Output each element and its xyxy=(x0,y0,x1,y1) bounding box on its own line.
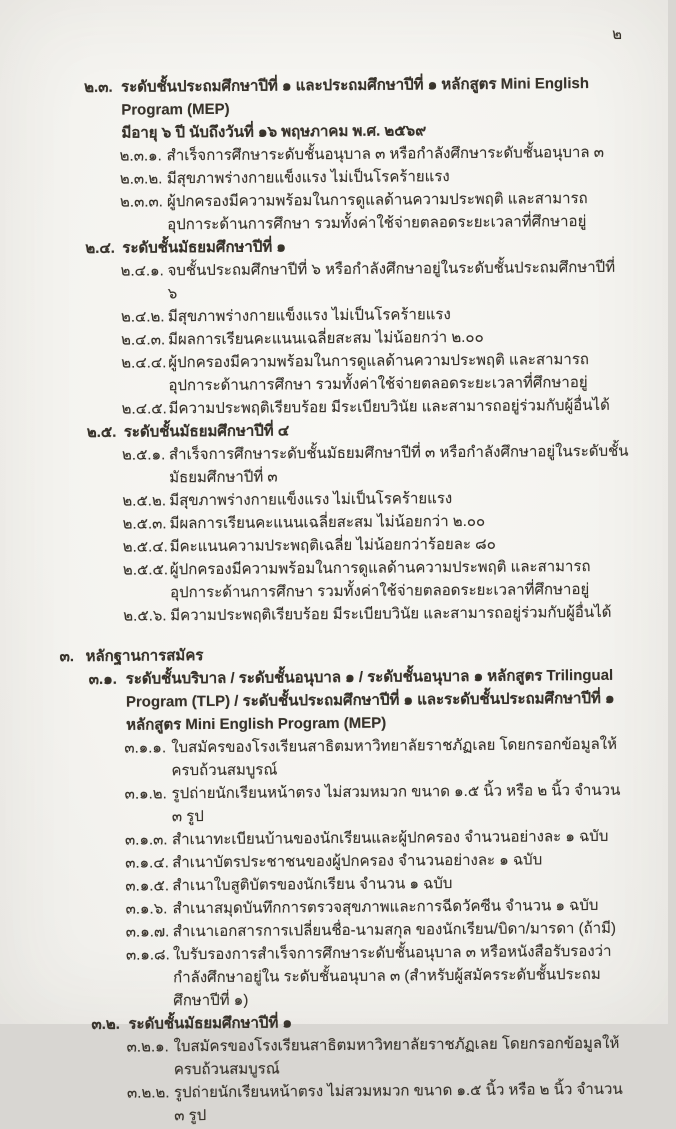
section-number: ๓. xyxy=(59,648,75,666)
item-number: ๓.๑.๓. xyxy=(124,831,168,849)
item-text: มีผลการเรียนคะแนนเฉลี่ยสะสม ไม่น้อยกว่า ๒.๐๐ xyxy=(169,512,486,533)
requirement-item xyxy=(3,439,671,490)
section-number: ๓.๒. xyxy=(91,1015,121,1033)
document-content xyxy=(0,71,676,1128)
section-3-1-heading xyxy=(5,663,674,737)
page-number: ๒ xyxy=(612,26,622,43)
document-item xyxy=(7,939,676,1013)
item-number: ๒.๕.๖. xyxy=(123,607,167,625)
item-number: ๓.๑.๑. xyxy=(124,739,167,757)
item-text: สำเนาสมุดบันทึกการตรวจสุขภาพและการฉีดวัคซีน จำนวน ๑ ฉบับ xyxy=(172,896,599,918)
item-number: ๒.๓.๒. xyxy=(119,170,163,188)
document-item xyxy=(6,778,674,829)
section-title: ระดับชั้นมัธยมศึกษาปีที่ ๔ xyxy=(123,422,290,441)
item-number: ๒.๔.๑. xyxy=(120,262,164,280)
item-text: ผู้ปกครองมีความพร้อมในการดูแลด้านความประพฤติ และสามารถอุปการะด้านการศึกษา รวมทั้งค่าใช้จ่ายตลอดระยะเวลาที่ศึกษาอยู่ xyxy=(169,558,591,602)
section-title: ระดับชั้นบริบาล / ระดับชั้นอนุบาล ๑ / ระดับชั้นอนุบาล ๑ หลักสูตร Trilingual Program (TLP) / ระดับชั้นประถมศึกษาปีที่ ๑ และระดับชั้นประถมศึกษาปีที่ ๑ หลักสูตร Mini English Program (MEP) xyxy=(125,666,615,734)
item-text: มีสุขภาพร่างกายแข็งแรง ไม่เป็นโรคร้ายแรง xyxy=(166,168,450,188)
item-text: รูปถ่ายนักเรียนหน้าตรง ไม่สวมหมวก ขนาด ๑.๕ นิ้ว หรือ ๒ นิ้ว จำนวน ๓ รูป xyxy=(171,781,621,826)
item-text: สำเนาบัตรประชาชนของผู้ปกครอง จำนวนอย่างละ ๑ ฉบับ xyxy=(172,851,543,872)
item-number: ๓.๑.๒. xyxy=(124,785,167,803)
section-title-block xyxy=(121,72,627,145)
item-number: ๒.๓.๓. xyxy=(119,193,163,211)
section-title: ระดับชั้นมัธยมศึกษาปีที่ ๑ xyxy=(122,238,286,257)
requirement-item xyxy=(2,347,670,398)
item-text: มีสุขภาพร่างกายแข็งแรง ไม่เป็นโรคร้ายแรง xyxy=(169,490,453,510)
item-number: ๓.๑.๗. xyxy=(125,923,170,941)
item-text: ผู้ปกครองมีความพร้อมในการดูแลด้านความประพฤติ และสามารถอุปการะด้านการศึกษา รวมทั้งค่าใช้จ่ายตลอดระยะเวลาที่ศึกษาอยู่ xyxy=(166,190,588,234)
item-number: ๒.๕.๔. xyxy=(122,538,168,556)
item-text: สำเนาทะเบียนบ้านของนักเรียนและผู้ปกครอง จำนวนอย่างละ ๑ ฉบับ xyxy=(171,827,609,849)
item-text: จบชั้นประถมศึกษาปีที่ ๖ หรือกำลังศึกษาอยู่ในระดับชั้นประถมศึกษาปีที่ ๖ xyxy=(167,258,616,303)
requirement-item xyxy=(4,554,672,605)
item-number: ๓.๑.๕. xyxy=(125,877,170,895)
item-text: รูปถ่ายนักเรียนหน้าตรง ไม่สวมหมวก ขนาด ๑.๕ นิ้ว หรือ ๒ นิ้ว จำนวน ๓ รูป xyxy=(173,1080,623,1125)
item-number: ๒.๔.๓. xyxy=(121,331,166,349)
item-text: มีผลการเรียนคะแนนเฉลี่ยสะสม ไม่น้อยกว่า ๒.๐๐ xyxy=(168,328,484,349)
section-title: ระดับชั้นประถมศึกษาปีที่ ๑ และประถมศึกษาปีที่ ๑ หลักสูตร Mini English Program (MEP) xyxy=(121,74,590,119)
document-item xyxy=(8,1031,676,1082)
item-text: สำเร็จการศึกษาระดับชั้นอนุบาล ๓ หรือกำลังศึกษาระดับชั้นอนุบาล ๓ xyxy=(166,143,605,165)
document-item xyxy=(5,732,673,783)
item-text: ใบสมัครของโรงเรียนสาธิตมหาวิทยาลัยราชภัฏเลย โดยกรอกข้อมูลให้ครบถ้วนสมบูรณ์ xyxy=(171,735,618,780)
item-number: ๓.๑.๔. xyxy=(125,854,169,872)
item-text: มีความประพฤติเรียบร้อย มีระเบียบวินัย และสามารถอยู่ร่วมกับผู้อื่นได้ xyxy=(168,396,610,418)
item-number: ๒.๕.๕. xyxy=(122,561,169,579)
item-number: ๒.๔.๔. xyxy=(121,354,167,372)
item-number: ๒.๕.๒. xyxy=(122,492,167,510)
document-item xyxy=(8,1077,676,1128)
item-text: สำเร็จการศึกษาระดับชั้นมัธยมศึกษาปีที่ ๓ หรือกำลังศึกษาอยู่ในระดับชั้นมัธยมศึกษาปีที่ ๓ xyxy=(168,442,629,487)
section-subtitle: มีอายุ ๖ ปี นับถึงวันที่ ๑๖ พฤษภาคม พ.ศ. ๒๕๖๙ xyxy=(121,122,427,142)
section-number: ๓.๑. xyxy=(88,670,117,688)
item-number: ๒.๓.๑. xyxy=(119,147,162,165)
item-number: ๓.๒.๒. xyxy=(126,1084,170,1102)
item-number: ๓.๒.๑. xyxy=(126,1038,169,1056)
section-number: ๒.๓. xyxy=(84,78,113,96)
item-number: ๓.๑.๖. xyxy=(125,900,168,918)
item-number: ๒.๔.๕. xyxy=(121,400,167,418)
item-number: ๒.๕.๓. xyxy=(122,515,167,533)
section-number: ๒.๕. xyxy=(86,423,117,441)
section-title: ระดับชั้นมัธยมศึกษาปีที่ ๑ xyxy=(128,1014,293,1033)
item-number: ๓.๑.๘. xyxy=(125,946,170,964)
item-text: ผู้ปกครองมีความพร้อมในการดูแลด้านความประพฤติ และสามารถอุปการะด้านการศึกษา รวมทั้งค่าใช้จ่ายตลอดระยะเวลาที่ศึกษาอยู่ xyxy=(168,351,590,395)
section-title: หลักฐานการสมัคร xyxy=(85,647,204,665)
item-text: ใบสมัครของโรงเรียนสาธิตมหาวิทยาลัยราชภัฏเลย โดยกรอกข้อมูลให้ครบถ้วนสมบูรณ์ xyxy=(173,1034,620,1079)
item-text: มีความประพฤติเรียบร้อย มีระเบียบวินัย และสามารถอยู่ร่วมกับผู้อื่นได้ xyxy=(170,603,612,625)
item-text: สำเนาใบสูติบัตรของนักเรียน จำนวน ๑ ฉบับ xyxy=(172,875,453,895)
item-number: ๒.๔.๒. xyxy=(120,308,165,326)
section-2-3-heading xyxy=(0,71,669,145)
section-number: ๒.๔. xyxy=(85,239,116,257)
item-text: ใบรับรองการสำเร็จการศึกษาระดับชั้นอนุบาล ๓ หรือหนังสือรับรองว่ากำลังศึกษาอยู่ใน ระดับชั้นอนุบาล ๓ (สำหรับผู้สมัครระดับชั้นประถมศึกษาปีที่ ๑) xyxy=(172,942,612,1010)
item-number: ๒.๕.๑. xyxy=(121,446,166,464)
item-text: สำเนาเอกสารการเปลี่ยนชื่อ-นามสกุล ของนักเรียน/บิดา/มารดา (ถ้ามี) xyxy=(172,919,617,941)
requirement-item xyxy=(1,255,669,306)
item-text: มีสุขภาพร่างกายแข็งแรง ไม่เป็นโรคร้ายแรง xyxy=(167,306,451,326)
requirement-item xyxy=(1,186,669,237)
item-text: มีคะแนนความประพฤติเฉลี่ย ไม่น้อยกว่าร้อยละ ๘๐ xyxy=(169,535,496,556)
